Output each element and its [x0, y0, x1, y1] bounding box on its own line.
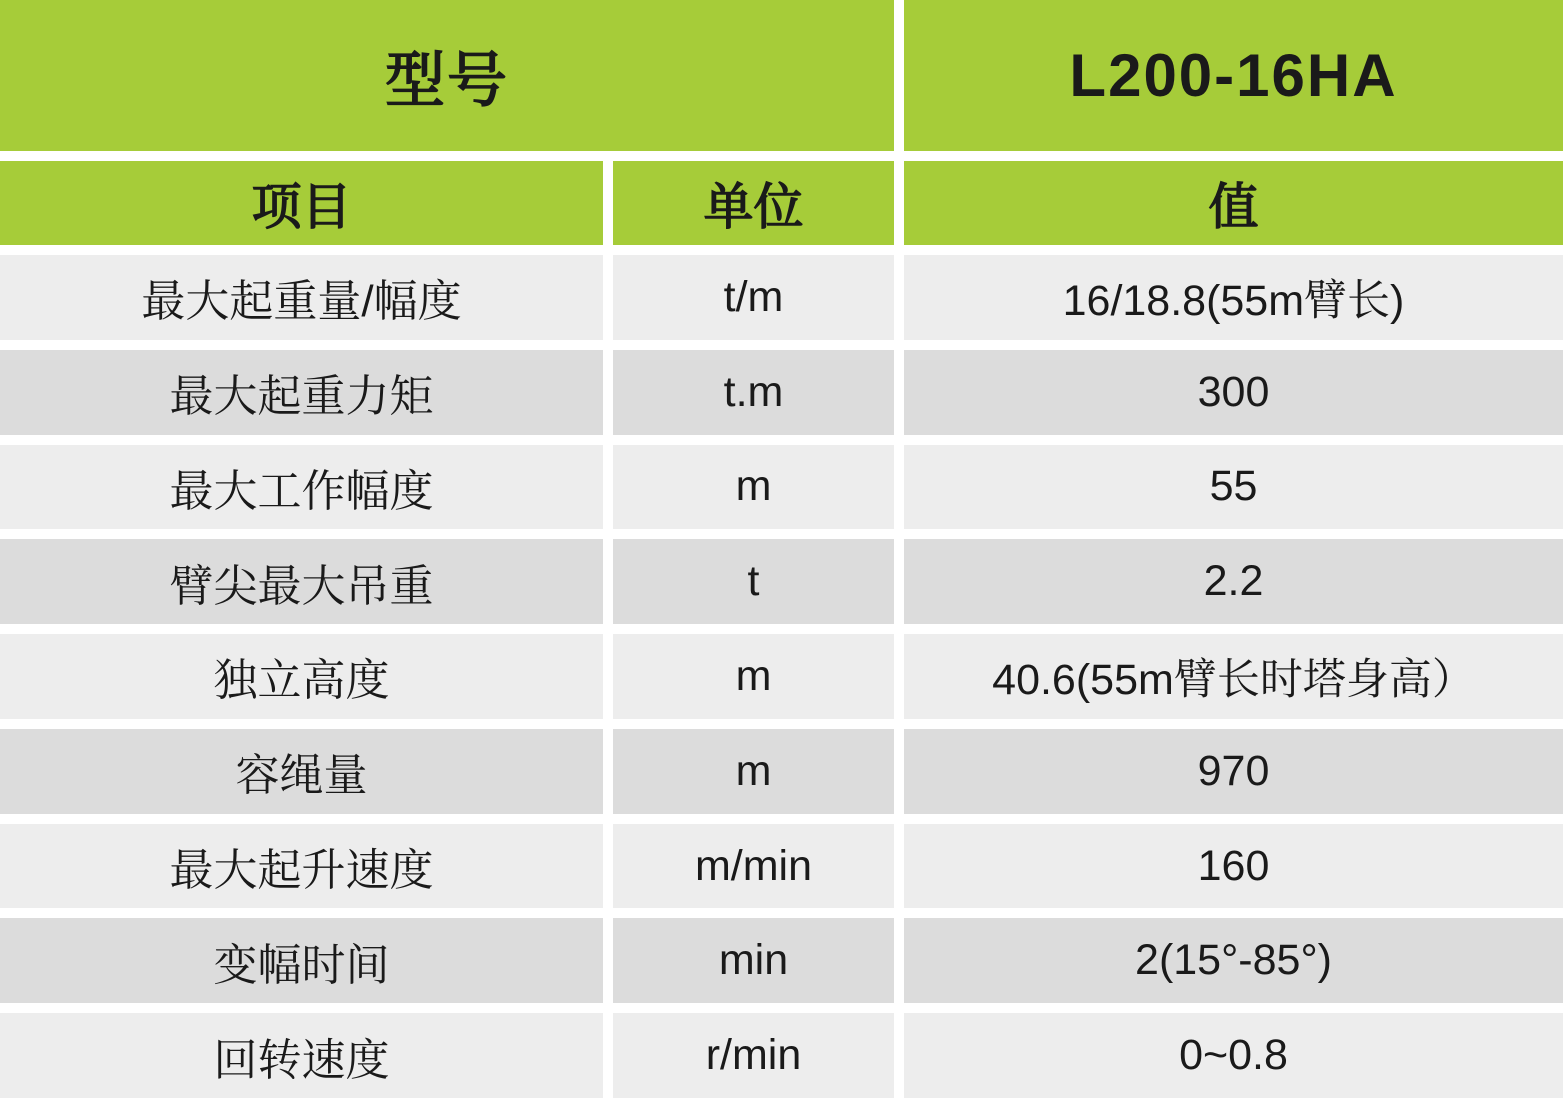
model-header-text: 型号 — [385, 46, 509, 114]
row-item: 最大起升速度 — [0, 824, 603, 909]
row-unit: min — [613, 918, 894, 1003]
row-item: 最大起重力矩 — [0, 350, 603, 435]
row-unit: t.m — [613, 350, 894, 435]
row-item: 独立高度 — [0, 634, 603, 719]
column-header-unit-text: 单位 — [703, 179, 804, 235]
model-number-cell — [904, 0, 1563, 151]
model-number-text: L200-16HA — [1069, 42, 1398, 109]
row-item: 回转速度 — [0, 1013, 603, 1098]
row-unit: m — [613, 729, 894, 814]
column-header-unit — [613, 161, 894, 245]
row-item: 最大起重量/幅度 — [0, 255, 603, 340]
row-unit: t — [613, 539, 894, 624]
row-unit: m — [613, 445, 894, 530]
column-header-value — [904, 161, 1563, 245]
row-item: 变幅时间 — [0, 918, 603, 1003]
row-value: 970 — [904, 729, 1563, 814]
row-value: 40.6(55m臂长时塔身高） — [904, 634, 1563, 719]
column-header-value-text: 值 — [1208, 179, 1259, 235]
column-header-item — [0, 161, 603, 245]
row-value: 160 — [904, 824, 1563, 909]
row-item: 容绳量 — [0, 729, 603, 814]
row-unit: m — [613, 634, 894, 719]
row-value: 2(15°-85°) — [904, 918, 1563, 1003]
row-value: 0~0.8 — [904, 1013, 1563, 1098]
row-unit: m/min — [613, 824, 894, 909]
row-unit: t/m — [613, 255, 894, 340]
row-value: 55 — [904, 445, 1563, 530]
row-value: 300 — [904, 350, 1563, 435]
row-item: 臂尖最大吊重 — [0, 539, 603, 624]
model-header-label — [0, 0, 894, 151]
row-value: 2.2 — [904, 539, 1563, 624]
column-header-item-text: 项目 — [251, 179, 352, 235]
row-value: 16/18.8(55m臂长) — [904, 255, 1563, 340]
row-item: 最大工作幅度 — [0, 445, 603, 530]
row-unit: r/min — [613, 1013, 894, 1098]
